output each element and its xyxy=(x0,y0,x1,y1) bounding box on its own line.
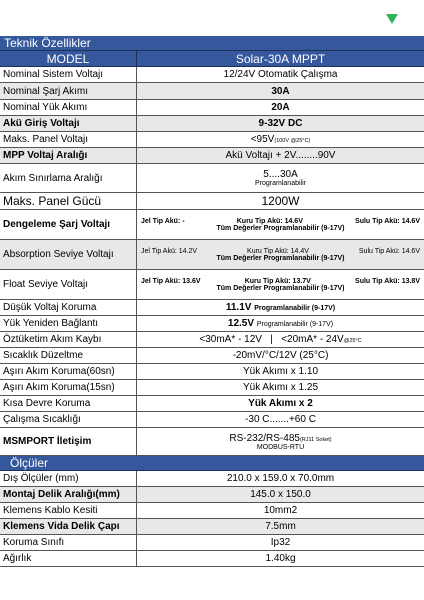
spec-note: @25°C xyxy=(343,338,362,344)
dim-value: 1.40kg xyxy=(265,553,296,564)
spec-value xyxy=(137,240,424,269)
dim-value: 7.5mm xyxy=(265,521,296,532)
spec-value: Yük Akımı x 1.25 xyxy=(242,382,319,393)
spec-label: MPP Voltaj Aralığı xyxy=(0,148,137,163)
spec-row xyxy=(0,83,424,100)
dim-label: Dış Ölçüler (mm) xyxy=(0,471,137,486)
gel-battery-value: Jel Tip Akü: 14.2V xyxy=(141,247,198,255)
dim-label: Klemens Vida Delik Çapı xyxy=(0,519,137,534)
spec-value: Yük Akımı x 2 xyxy=(248,398,313,409)
spec-label: Float Seviye Voltajı xyxy=(0,270,137,299)
spec-value-main: 11.1V xyxy=(225,302,252,313)
dim-row xyxy=(0,535,424,551)
spec-value xyxy=(137,300,424,315)
spec-value: 30A xyxy=(271,85,290,97)
dim-label: Koruma Sınıfı xyxy=(0,535,137,550)
spec-label: Aşırı Akım Koruma(60sn) xyxy=(0,364,137,379)
spec-value-main: 5....30A xyxy=(263,169,298,180)
dim-row xyxy=(0,471,424,487)
spec-note: (RJ11 Soket) xyxy=(299,436,332,443)
spec-value: 20A xyxy=(271,102,290,113)
spec-row xyxy=(0,428,424,456)
spec-note-protocol: MODBUS-RTU xyxy=(256,443,305,451)
gel-battery-value: Jel Tip Akü: 13.6V xyxy=(141,277,201,285)
spec-label: Çalışma Sıcaklığı xyxy=(0,412,137,427)
dim-value: 10mm2 xyxy=(263,505,298,516)
spec-value xyxy=(137,428,424,455)
spec-row xyxy=(0,396,424,412)
spec-row xyxy=(0,116,424,132)
spec-row xyxy=(0,67,424,83)
spec-label: Akım Sınırlama Aralığı xyxy=(0,164,137,192)
spec-note: Tüm Değerler Programlanabilir (9-17V) xyxy=(216,224,345,232)
dim-label: Montaj Delik Aralığı(mm) xyxy=(0,487,137,502)
spec-value: -30 C.......+60 C xyxy=(245,414,316,425)
spec-value-main: RS-232/RS-485 xyxy=(229,432,300,444)
spec-row xyxy=(0,164,424,193)
dim-label: Ağırlık xyxy=(0,551,137,566)
spec-row xyxy=(0,148,424,164)
spec-value: Akü Voltajı + 2V........90V xyxy=(225,150,336,161)
model-value: Solar-30A MPPT xyxy=(235,51,326,66)
spec-label: MSMPORT İletişim xyxy=(0,428,137,455)
section-title: Teknik Özellikler xyxy=(0,36,424,51)
model-header-row xyxy=(0,51,424,67)
spec-value xyxy=(137,316,424,331)
spec-label: Aşırı Akım Koruma(15sn) xyxy=(0,380,137,395)
spec-note: (100V @25°C) xyxy=(274,138,311,144)
spec-row xyxy=(0,270,424,300)
spec-label: Absorption Seviye Voltajı xyxy=(0,240,137,269)
spec-label: Nominal Şarj Akımı xyxy=(0,83,137,99)
dim-value: 210.0 x 159.0 x 70.0mm xyxy=(226,473,335,484)
spec-row xyxy=(0,348,424,364)
spec-note: Tüm Değerler Programlanabilir (9-17V) xyxy=(216,254,345,262)
wet-battery-value: Sulu Tip Akü: 13.8V xyxy=(355,277,420,285)
dry-battery-value: Kuru Tip Akü: 14.6V xyxy=(236,217,303,225)
spec-row xyxy=(0,300,424,316)
spec-label: Nominal Sistem Voltajı xyxy=(0,67,137,82)
spec-row xyxy=(0,100,424,116)
spec-row xyxy=(0,240,424,270)
spec-value xyxy=(137,270,424,299)
dim-value: 145.0 x 150.0 xyxy=(250,489,311,500)
spec-label: Sıcaklık Düzeltme xyxy=(0,348,137,363)
spec-value: Yük Akımı x 1.10 xyxy=(242,366,319,377)
section2-title: Ölçüler xyxy=(0,456,424,471)
spec-row xyxy=(0,316,424,332)
spec-label: Maks. Panel Gücü xyxy=(0,193,137,209)
gel-battery-value: Jel Tip Akü: - xyxy=(141,217,185,225)
spec-row xyxy=(0,380,424,396)
spec-value xyxy=(137,210,424,239)
spec-value-main: <30mA* - 12V | <20mA* - 24V xyxy=(199,334,344,345)
spec-value xyxy=(137,164,424,192)
spec-row xyxy=(0,210,424,240)
spec-note: Tüm Değerler Programlanabilir (9-17V) xyxy=(216,284,345,292)
spec-value: 12/24V Otomatik Çalışma xyxy=(223,69,338,80)
spec-value-main: 12.5V xyxy=(227,318,255,329)
spec-row xyxy=(0,364,424,380)
spec-label: Akü Giriş Voltajı xyxy=(0,116,137,131)
spec-value: 9-32V DC xyxy=(258,118,303,129)
spec-note: Programlanabilir (9-17V) xyxy=(256,321,334,328)
spec-value: 1200W xyxy=(261,194,300,208)
spec-label: Düşük Voltaj Koruma xyxy=(0,300,137,315)
dim-value: Ip32 xyxy=(270,537,291,548)
wet-battery-value: Sulu Tip Akü: 14.6V xyxy=(358,247,420,255)
brand-logo-icon xyxy=(386,14,398,24)
spec-row xyxy=(0,412,424,428)
dim-row xyxy=(0,503,424,519)
spec-label: Kısa Devre Koruma xyxy=(0,396,137,411)
dry-battery-value: Kuru Tip Akü: 14.4V xyxy=(247,247,309,255)
spec-label: Dengeleme Şarj Voltajı xyxy=(0,210,137,239)
spec-value-main: <95V xyxy=(250,134,275,145)
spec-label: Yük Yeniden Bağlantı xyxy=(0,316,137,331)
spec-note: Programlanabilir xyxy=(255,180,306,187)
spec-label: Öztüketim Akım Kaybı xyxy=(0,332,137,347)
spec-value xyxy=(137,132,424,147)
spec-label: Nominal Yük Akımı xyxy=(0,100,137,115)
dim-row xyxy=(0,551,424,567)
dim-label: Klemens Kablo Kesiti xyxy=(0,503,137,518)
dim-row xyxy=(0,519,424,535)
dry-battery-value: Kuru Tip Akü: 13.7V xyxy=(244,277,311,285)
spec-row xyxy=(0,332,424,348)
dim-row xyxy=(0,487,424,503)
spec-row xyxy=(0,193,424,210)
spec-table xyxy=(0,36,424,567)
wet-battery-value: Sulu Tip Akü: 14.6V xyxy=(355,217,420,225)
spec-row xyxy=(0,132,424,148)
spec-value: -20mV/°C/12V (25°C) xyxy=(232,350,329,361)
model-label: MODEL xyxy=(0,51,137,66)
spec-label: Maks. Panel Voltajı xyxy=(0,132,137,147)
spec-note: Programlanabilir (9-17V) xyxy=(254,305,336,312)
spec-value xyxy=(137,332,424,347)
